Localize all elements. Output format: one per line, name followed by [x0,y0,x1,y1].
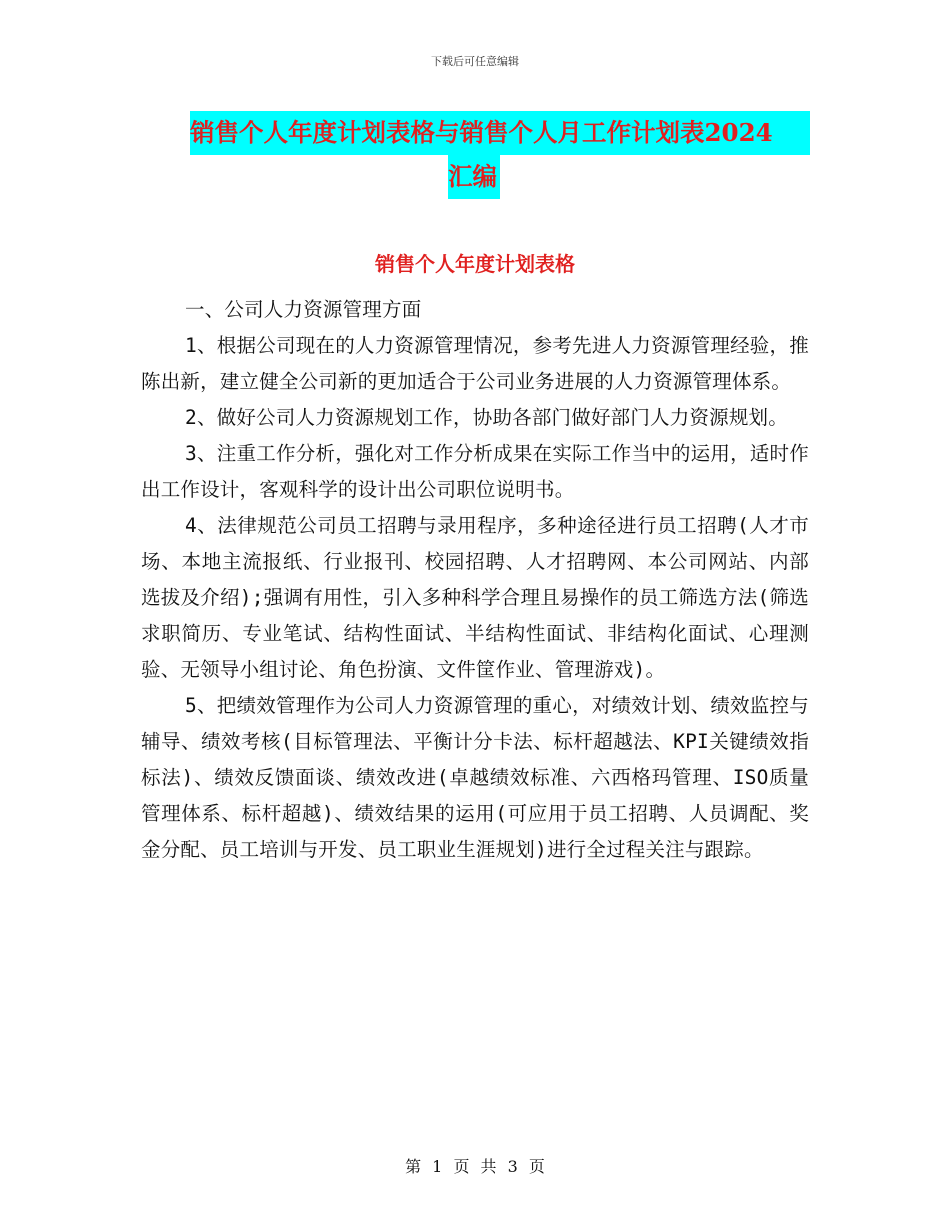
paragraph-heading: 一、公司人力资源管理方面 [185,298,422,321]
document-title [190,111,810,199]
document-title-line1: 销售个人年度计划表格与销售个人月工作计划表2024 [190,111,810,155]
paragraph-3: 3、注重工作分析，强化对工作分析成果在实际工作当中的运用，适时作出工作设计，客观科学的设计出公司职位说明书。 [141,442,809,501]
page-footer: 第 1 页 共 3 页 [405,1157,545,1176]
document-body [141,292,809,868]
document-title-line2: 汇编 [448,155,500,199]
section-title: 销售个人年度计划表格 [375,252,575,276]
paragraph-1: 1、根据公司现在的人力资源管理情况，参考先进人力资源管理经验，推陈出新，建立健全公司新的更加适合于公司业务进展的人力资源管理体系。 [141,334,809,393]
header-note: 下载后可任意编辑 [431,55,519,68]
paragraph-2: 2、做好公司人力资源规划工作，协助各部门做好部门人力资源规划。 [185,406,788,429]
paragraph-5: 5、把绩效管理作为公司人力资源管理的重心，对绩效计划、绩效监控与辅导、绩效考核(目标管理法、平衡计分卡法、标杆超越法、KPI关键绩效指标法)、绩效反馈面谈、绩效改进(卓越绩效标准、六西格玛管理、ISO质量管理体系、标杆超越)、绩效结果的运用(可应用于员工招聘、人员调配、奖金分配、员工培训与开发、员工职业生涯规划)进行全过程关注与跟踪。 [141,694,809,861]
paragraph-4: 4、法律规范公司员工招聘与录用程序，多种途径进行员工招聘(人才市场、本地主流报纸、行业报刊、校园招聘、人才招聘网、本公司网站、内部选拔及介绍);强调有用性，引入多种科学合理且易操作的员工筛选方法(筛选求职简历、专业笔试、结构性面试、半结构性面试、非结构化面试、心理测验、无领导小组讨论、角色扮演、文件筐作业、管理游戏)。 [141,514,809,681]
